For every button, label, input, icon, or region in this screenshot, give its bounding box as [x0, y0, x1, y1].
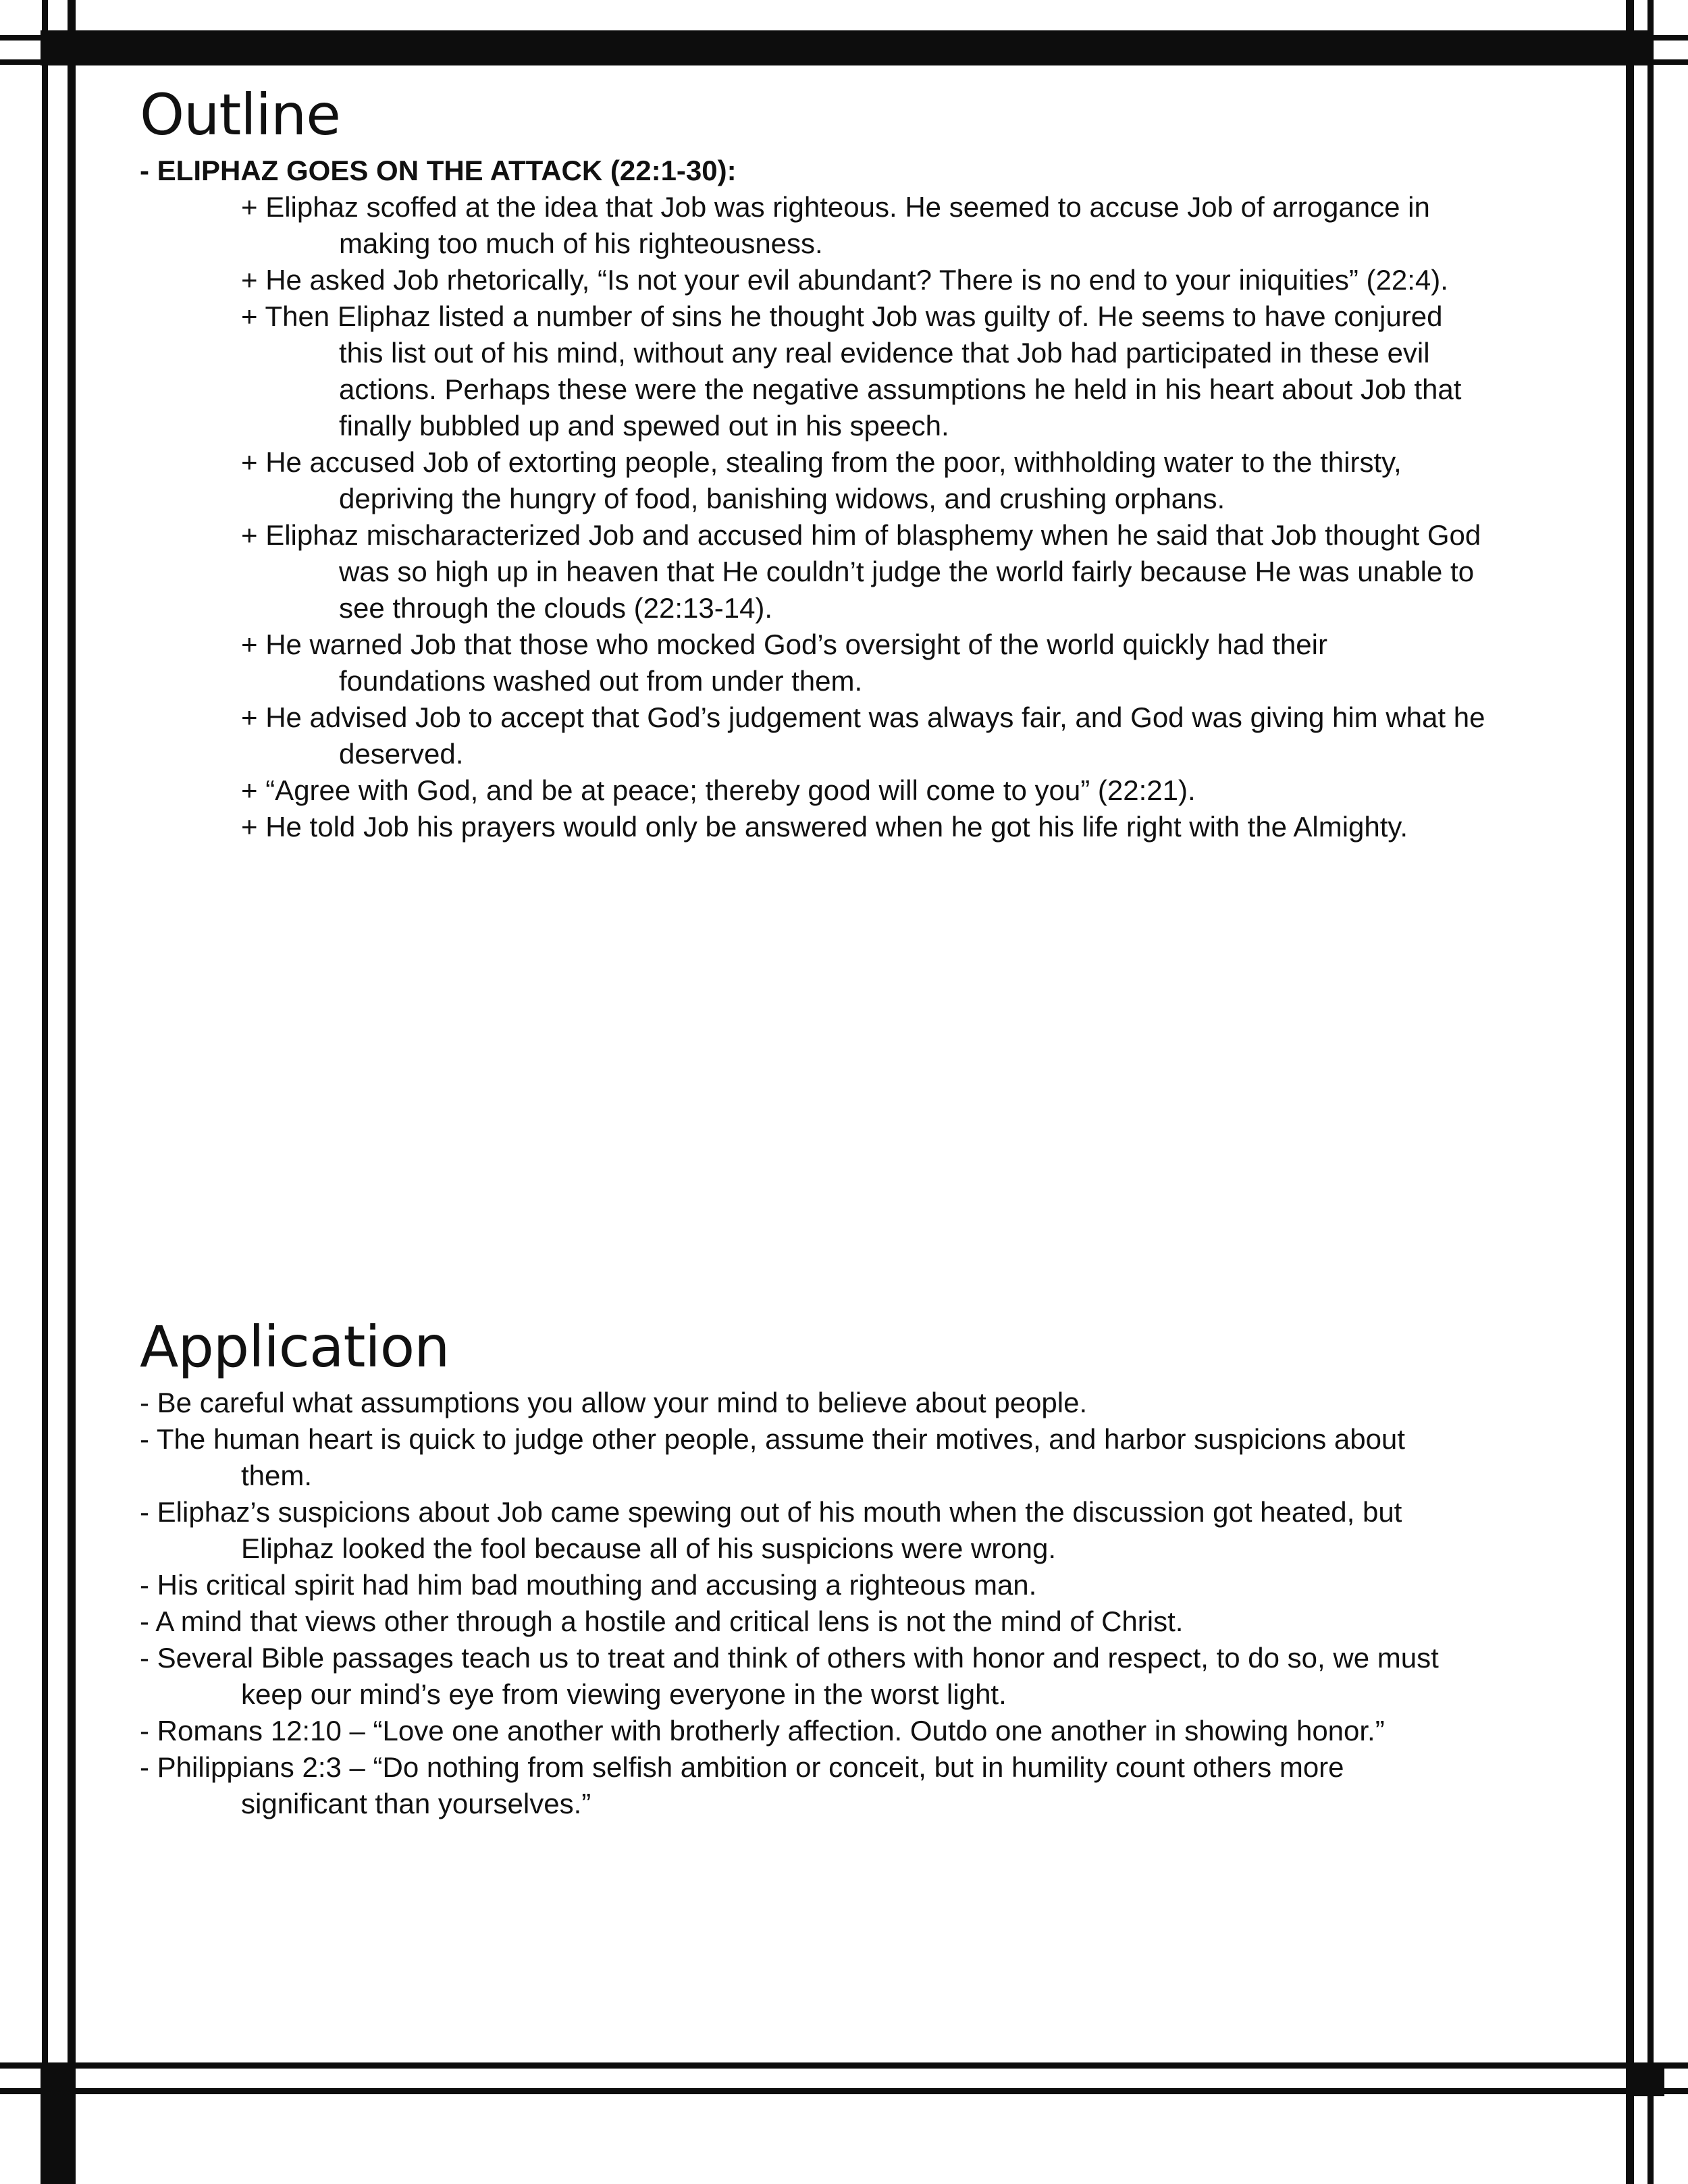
text-line: - A mind that views other through a hostile and critical lens is not the mind of Christ. — [140, 1605, 1184, 1637]
text-line: + He advised Job to accept that God’s judgement was always fair, and God was giving him what he — [241, 701, 1485, 733]
text-line: see through the clouds (22:13-14). — [339, 592, 773, 624]
text-line: Eliphaz looked the fool because all of his suspicions were wrong. — [241, 1533, 1057, 1564]
text-line: + He told Job his prayers would only be answered when he got his life right with the Almighty. — [241, 811, 1408, 843]
text-line: + Then Eliphaz listed a number of sins he thought Job was guilty of. He seems to have conjured — [241, 300, 1443, 332]
outline-title: Outline — [140, 82, 340, 148]
frame-top-bar — [41, 30, 1647, 65]
text-line: + He warned Job that those who mocked God’s oversight of the world quickly had their — [241, 629, 1327, 660]
text-line: + “Agree with God, and be at peace; thereby good will come to you” (22:21). — [241, 774, 1196, 806]
text-line: + Eliphaz mischaracterized Job and accused him of blasphemy when he said that Job thought God — [241, 519, 1481, 551]
text-line: this list out of his mind, without any real evidence that Job had participated in these evil — [339, 337, 1430, 369]
text-line: - Romans 12:10 – “Love one another with brotherly affection. Outdo one another in showing honor.” — [140, 1715, 1385, 1747]
text-line: keep our mind’s eye from viewing everyone in the worst light. — [241, 1678, 1007, 1710]
text-line: - Philippians 2:3 – “Do nothing from selfish ambition or conceit, but in humility count others more — [140, 1751, 1344, 1783]
frame-left-vertical-outer — [42, 0, 48, 2184]
outline-heading: - ELIPHAZ GOES ON THE ATTACK (22:1-30): — [140, 155, 737, 186]
text-line: making too much of his righteousness. — [339, 228, 823, 259]
frame-bottom-line-upper — [0, 2062, 1688, 2069]
frame-left-vertical-inner — [68, 0, 76, 2184]
application-section — [140, 1313, 1564, 1822]
text-line: deserved. — [339, 738, 464, 770]
text-line: foundations washed out from under them. — [339, 665, 863, 697]
outline-list — [140, 189, 1564, 845]
frame-bottom-line-lower — [0, 2088, 1688, 2094]
frame-bottom-left-block — [41, 2062, 76, 2184]
text-line: - The human heart is quick to judge other people, assume their motives, and harbor suspicions about — [140, 1423, 1405, 1455]
application-list — [140, 1385, 1564, 1822]
text-line: + Eliphaz scoffed at the idea that Job was righteous. He seemed to accuse Job of arrogance in — [241, 191, 1430, 223]
application-title: Application — [140, 1314, 450, 1380]
text-line: - His critical spirit had him bad mouthing and accusing a righteous man. — [140, 1569, 1037, 1601]
outline-section — [140, 81, 1564, 845]
frame-right-vertical-inner — [1626, 0, 1634, 2184]
text-line: was so high up in heaven that He couldn’t judge the world fairly because He was unable to — [339, 556, 1475, 587]
text-line: significant than yourselves.” — [241, 1788, 591, 1819]
frame-bottom-right-block — [1634, 2062, 1664, 2096]
text-line: - Several Bible passages teach us to treat and think of others with honor and respect, to do so, we must — [140, 1642, 1439, 1674]
text-line: actions. Perhaps these were the negative assumptions he held in his heart about Job that — [339, 373, 1462, 405]
text-line: - Eliphaz’s suspicions about Job came spewing out of his mouth when the discussion got heated, but — [140, 1496, 1402, 1528]
text-line: + He asked Job rhetorically, “Is not your evil abundant? There is no end to your iniquities” (22:4). — [241, 264, 1448, 296]
text-line: them. — [241, 1460, 313, 1491]
frame-right-vertical-outer — [1647, 0, 1654, 2184]
text-line: finally bubbled up and spewed out in his speech. — [339, 410, 949, 442]
text-line: + He accused Job of extorting people, stealing from the poor, withholding water to the thirsty, — [241, 446, 1402, 478]
text-line: depriving the hungry of food, banishing widows, and crushing orphans. — [339, 483, 1225, 514]
text-line: - Be careful what assumptions you allow your mind to believe about people. — [140, 1387, 1088, 1418]
